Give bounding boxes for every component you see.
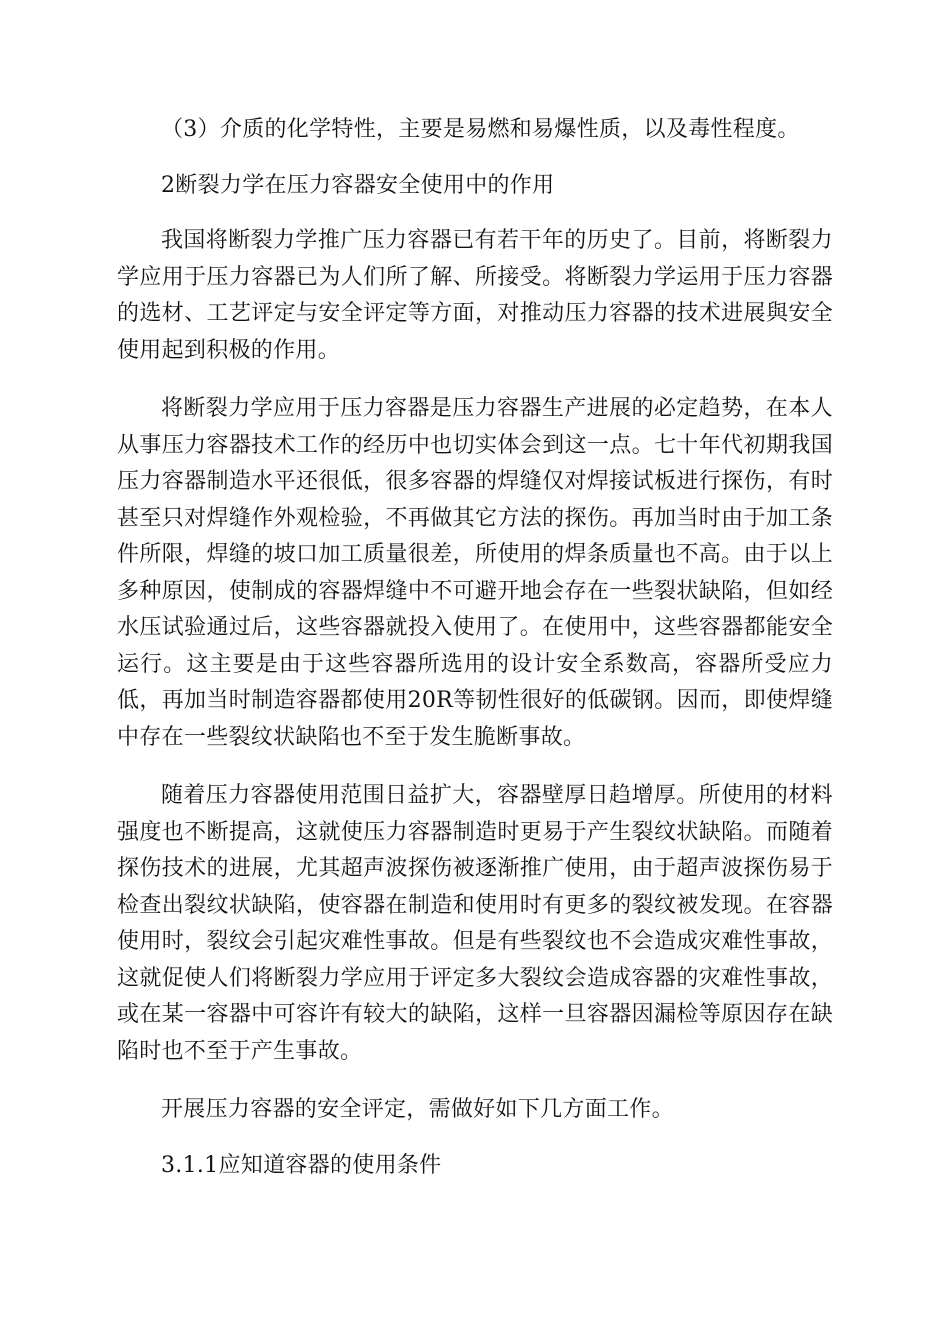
paragraph-medium-chemical-properties: （3）介质的化学特性，主要是易燃和易爆性质，以及毒性程度。 [161,117,800,142]
document-body [117,112,833,1184]
paragraph-inspection: 随着压力容器使用范围日益扩大，容器壁厚日趋增厚。所使用的材料强度也不断提高，这就使压力容器制造时更易于产生裂纹状缺陷。而随着探伤技术的进展，尤其超声波探伤被逐渐推广使用，由于超声波探伤易于检查出裂纹状缺陷，使容器在制造和使用时有更多的裂纹被发现。在容器使用时，裂纹会引起灾难性事故。但是有些裂纹也不会造成灾难性事故，这就促使人们将断裂力学应用于评定多大裂纹会造成容器的灾难性事故，或在某一容器中可容许有较大的缺陷，这样一旦容器因漏检等原因存在缺陷时也不至于产生事故。 [117,783,833,1064]
paragraph-trend: 将断裂力学应用于压力容器是压力容器生产进展的必定趋势，在本人从事压力容器技术工作的经历中也切实体会到这一点。七十年代初期我国压力容器制造水平还很低，很多容器的焊缝仅对焊接试板进行探伤，有时甚至只对焊缝作外观检验，不再做其它方法的探伤。再加当时由于加工条件所限，焊缝的坡口加工质量很差，所使用的焊条质量也不高。由于以上多种原因，使制成的容器焊缝中不可避开地会存在一些裂状缺陷，但如经水压试验通过后，这些容器就投入使用了。在使用中，这些容器都能安全运行。这主要是由于这些容器所选用的设计安全系数高，容器所受应力低，再加当时制造容器都使用20R等韧性很好的低碳钢。因而，即使焊缝中存在一些裂纹状缺陷也不至于发生脆断事故。 [117,396,833,750]
subsection-heading-usage-conditions: 3.1.1应知道容器的使用条件 [161,1152,442,1178]
paragraph-safety-assessment: 开展压力容器的安全评定，需做好如下几方面工作。 [161,1097,674,1122]
paragraph-history: 我国将断裂力学推广压力容器已有若干年的历史了。目前，将断裂力学应用于压力容器已为人们所了解、所接受。将断裂力学运用于压力容器的选材、工艺评定与安全评定等方面，对推动压力容器的技术进展與安全使用起到积极的作用。 [117,228,833,363]
section-heading-fracture-mechanics: 2断裂力学在压力容器安全使用中的作用 [161,172,555,198]
